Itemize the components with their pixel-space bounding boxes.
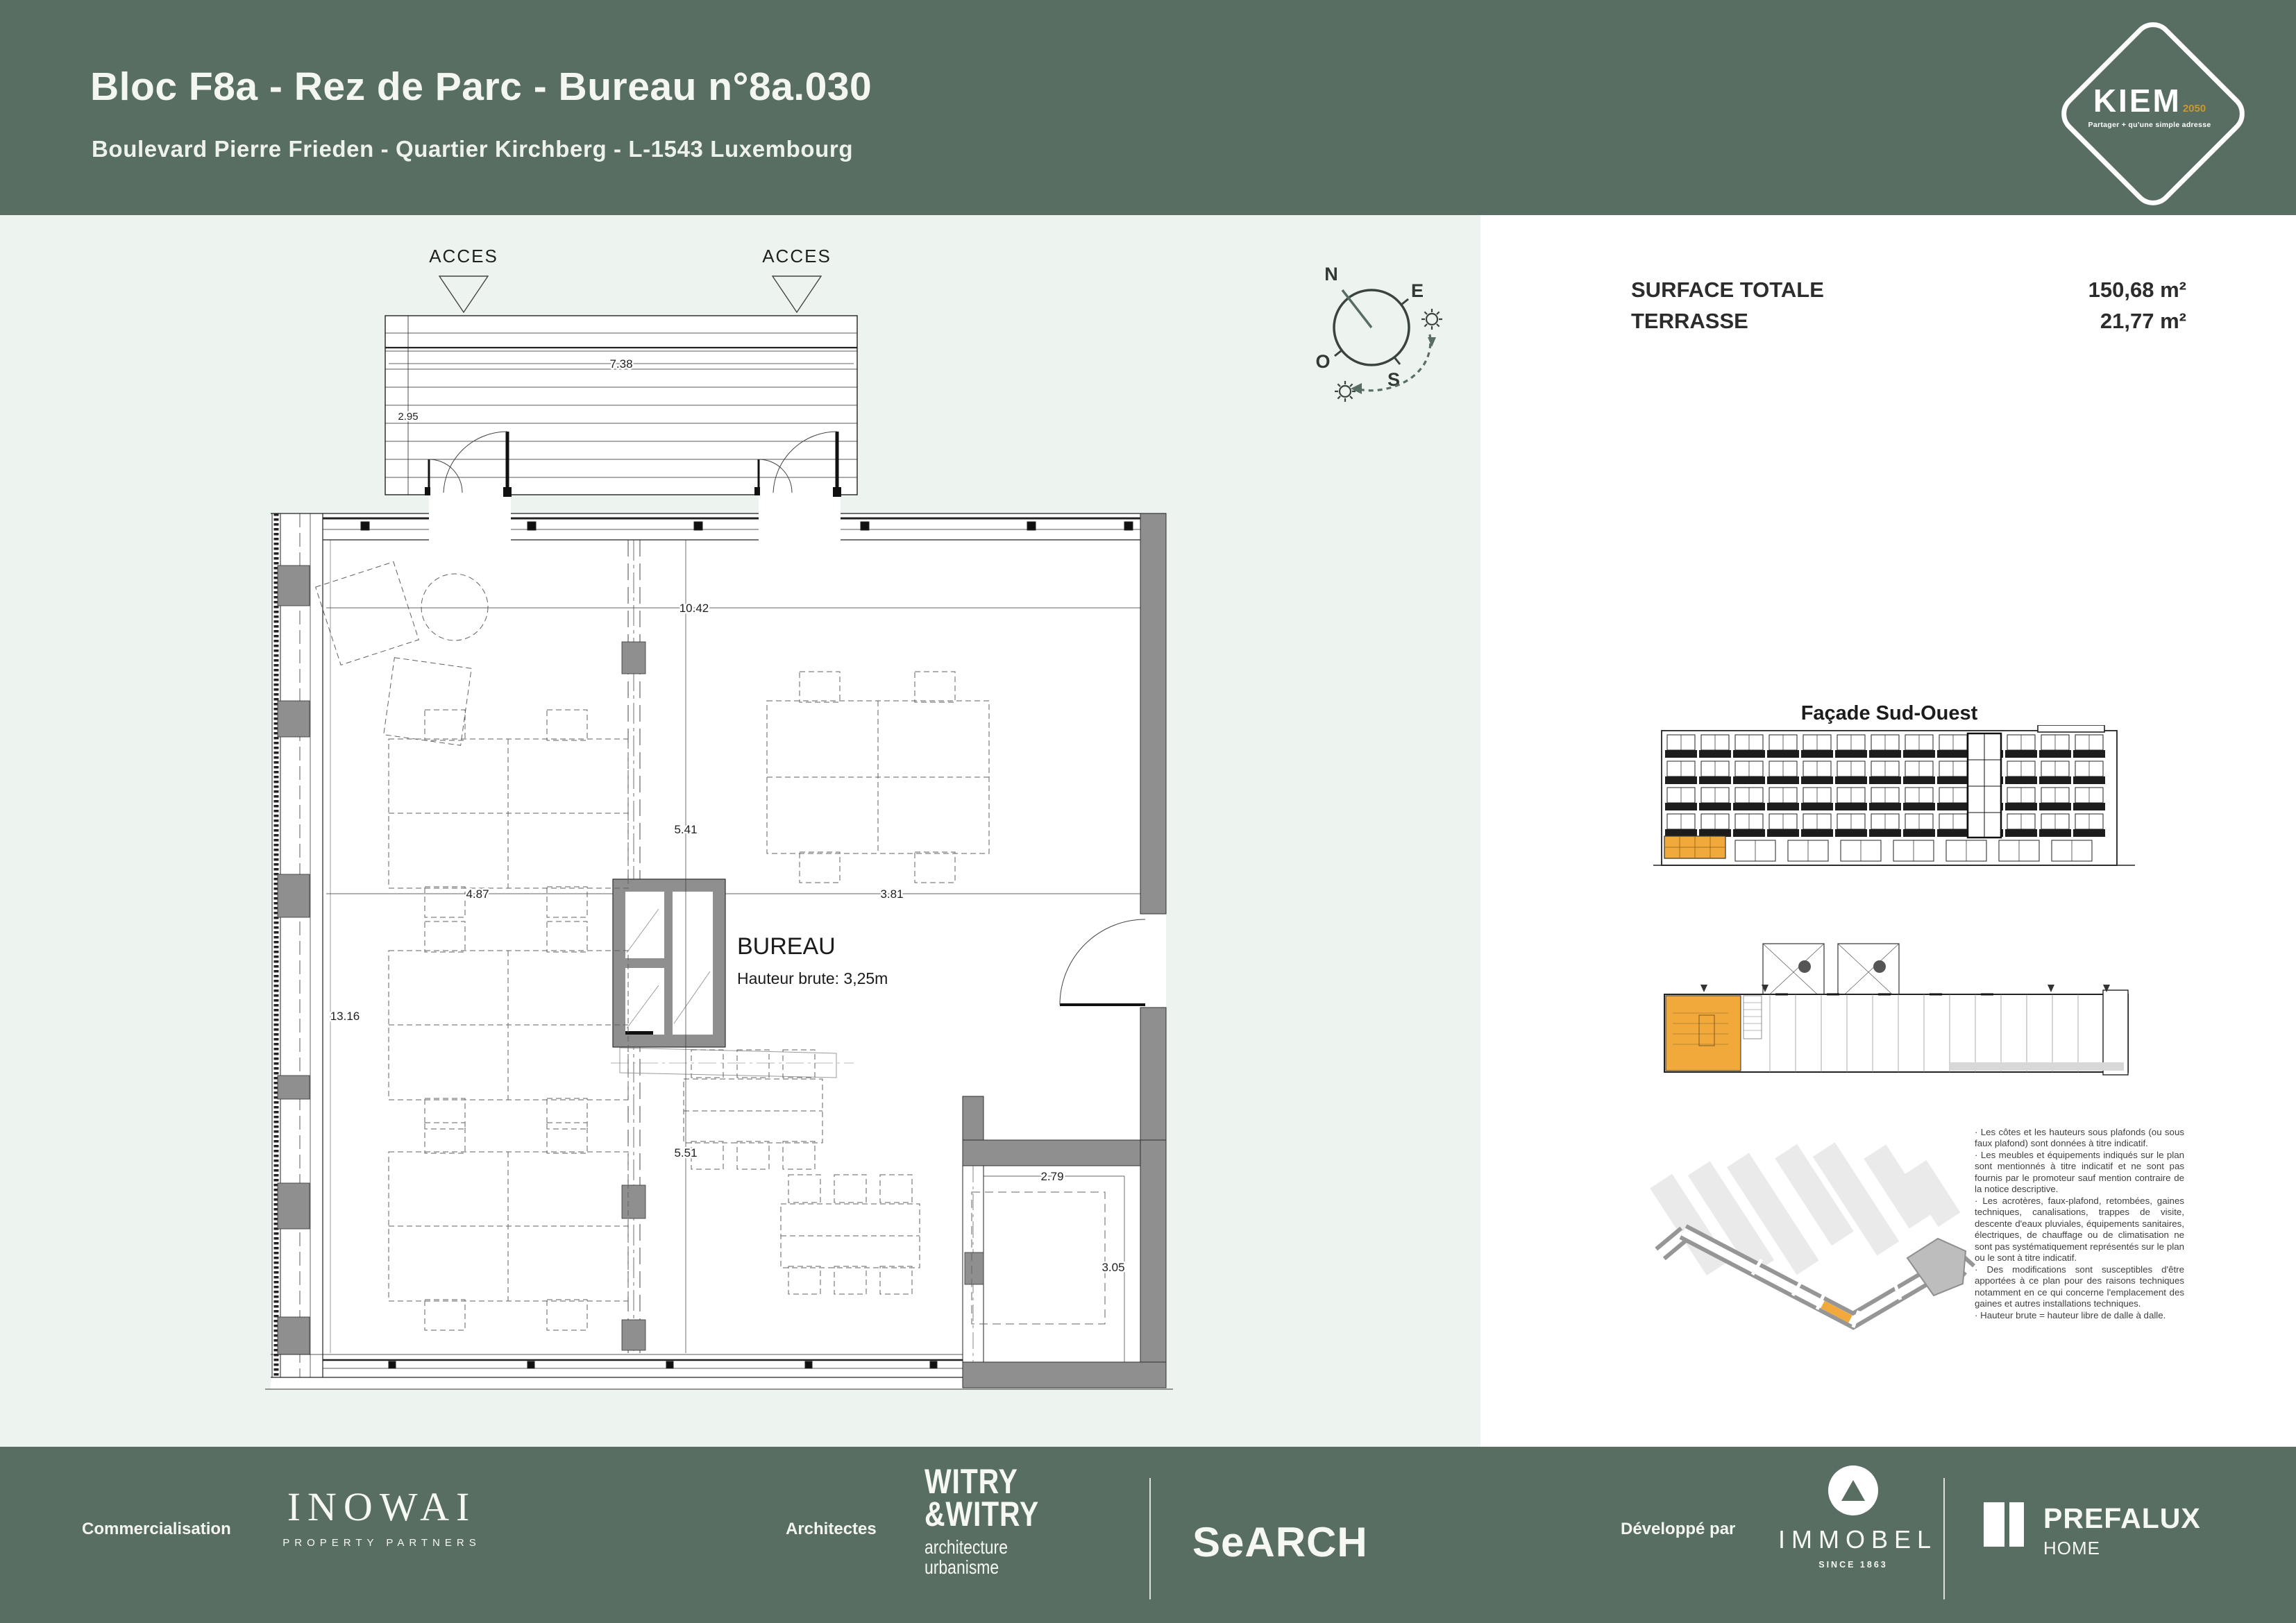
dim-label: 13.16 bbox=[330, 1010, 360, 1023]
compass-o: O bbox=[1315, 351, 1331, 372]
page-title: Bloc F8a - Rez de Parc - Bureau n°8a.030 bbox=[90, 65, 872, 109]
dim-label: 10.42 bbox=[679, 602, 709, 615]
immobel-logo bbox=[1778, 1465, 1938, 1570]
dim-label: 2.79 bbox=[1040, 1170, 1064, 1183]
dim-label: 5.41 bbox=[674, 823, 698, 836]
room-label: BUREAU bbox=[737, 933, 836, 960]
footer-divider bbox=[1149, 1478, 1151, 1599]
immobel-icon bbox=[1828, 1465, 1878, 1515]
compass-n: N bbox=[1324, 264, 1338, 284]
compass-s: S bbox=[1387, 369, 1401, 390]
prefalux-name: PREFALUX bbox=[2043, 1502, 2201, 1534]
dim-label: 3.05 bbox=[1101, 1261, 1125, 1274]
summary-value: 21,77 m² bbox=[2100, 309, 2186, 333]
prefalux-icon bbox=[2009, 1502, 2024, 1547]
legal-notes bbox=[1975, 1127, 2184, 1321]
note-item: · Les côtes et les hauteurs sous plafonds (ou sous faux plafond) sont données à titre indicatif. bbox=[1975, 1127, 2184, 1149]
compass-e: E bbox=[1410, 280, 1424, 301]
prefalux-sub: HOME bbox=[2043, 1538, 2100, 1558]
footer-divider bbox=[1943, 1478, 1945, 1599]
page-subtitle: Boulevard Pierre Frieden - Quartier Kirchberg - L-1543 Luxembourg bbox=[92, 136, 854, 162]
surface-summary bbox=[1631, 278, 2186, 340]
developpe-label: Développé par bbox=[1621, 1520, 1736, 1538]
site-plan bbox=[1624, 1135, 1985, 1405]
witry-line1: WITRY bbox=[925, 1462, 1018, 1501]
architectes-label: Architectes bbox=[786, 1520, 877, 1538]
highlighted-unit bbox=[1666, 996, 1741, 1071]
kiem-tagline: Partager + qu'une simple adresse bbox=[2088, 121, 2211, 129]
key-plan bbox=[1659, 926, 2138, 1089]
note-item: · Les meubles et équipements indiqués sur le plan sont mentionnés à titre indicatif et ne sont pas fournis par le promoteur sauf mention contraire de la notice descriptive. bbox=[1975, 1149, 2184, 1195]
header bbox=[0, 0, 2296, 215]
summary-row bbox=[1631, 278, 2186, 303]
inowai-subtitle: PROPERTY PARTNERS bbox=[282, 1537, 481, 1549]
commercialisation-label: Commercialisation bbox=[82, 1520, 231, 1538]
immobel-since: SINCE 1863 bbox=[1818, 1560, 1888, 1570]
kiem-year: 2050 bbox=[2182, 103, 2206, 114]
note-item: · Des modifications sont susceptibles d'être apportées à ce plan pour des raisons techniques notamment en ce qui concerne l'emplacement des gaines et autres installations techniques. bbox=[1975, 1264, 2184, 1309]
witry-logo bbox=[925, 1462, 1040, 1579]
facade-title: Façade Sud-Ouest bbox=[1800, 702, 1978, 724]
note-item: · Les acrotères, faux-plafond, retombées, gaines techniques, canalisations, trappes de visite, descente d'eaux pluviales, équipements sanitaires, électriques, de chauffage ou de climatisation ne sont pas systématiquement représentés sur le plan ou le sont à titre indicatif. bbox=[1975, 1195, 2184, 1264]
inowai-name: INOWAI bbox=[287, 1484, 477, 1529]
immobel-name: IMMOBEL bbox=[1778, 1525, 1938, 1554]
access-label-1: ACCES bbox=[429, 246, 498, 266]
dim-label: 5.51 bbox=[674, 1146, 698, 1159]
room-height-label: Hauteur brute: 3,25m bbox=[737, 969, 888, 987]
note-item: · Hauteur brute = hauteur libre de dalle à dalle. bbox=[1975, 1309, 2166, 1320]
kiem-logo bbox=[2075, 82, 2224, 129]
witry-line2: &WITRY bbox=[925, 1495, 1040, 1533]
access-arrow-icon bbox=[439, 276, 488, 312]
prefalux-logo bbox=[1984, 1502, 2201, 1559]
dim-label: 2.95 bbox=[398, 411, 419, 423]
dim-label: 3.81 bbox=[880, 887, 904, 901]
search-logo: SeARCH bbox=[1192, 1519, 1368, 1565]
summary-label: SURFACE TOTALE bbox=[1631, 278, 1824, 302]
facade-elevation bbox=[1652, 725, 2138, 885]
summary-label: TERRASSE bbox=[1631, 309, 1748, 333]
access-arrow-icon bbox=[773, 276, 821, 312]
dim-label: 4.87 bbox=[466, 887, 489, 901]
witry-line4: urbanisme bbox=[925, 1556, 999, 1579]
floor-plan bbox=[0, 215, 1480, 1447]
access-label-2: ACCES bbox=[762, 246, 832, 266]
right-wall bbox=[1140, 513, 1166, 1141]
summary-value: 150,68 m² bbox=[2088, 278, 2186, 302]
core-shaft bbox=[613, 879, 725, 1047]
summary-row bbox=[1631, 309, 2186, 334]
witry-line3: architecture bbox=[925, 1536, 1008, 1558]
dim-label: 7.38 bbox=[609, 357, 633, 371]
compass-icon bbox=[1310, 258, 1456, 425]
prefalux-icon bbox=[1984, 1502, 2004, 1547]
kiem-name: KIEM bbox=[2093, 83, 2181, 119]
inowai-logo bbox=[271, 1484, 493, 1549]
